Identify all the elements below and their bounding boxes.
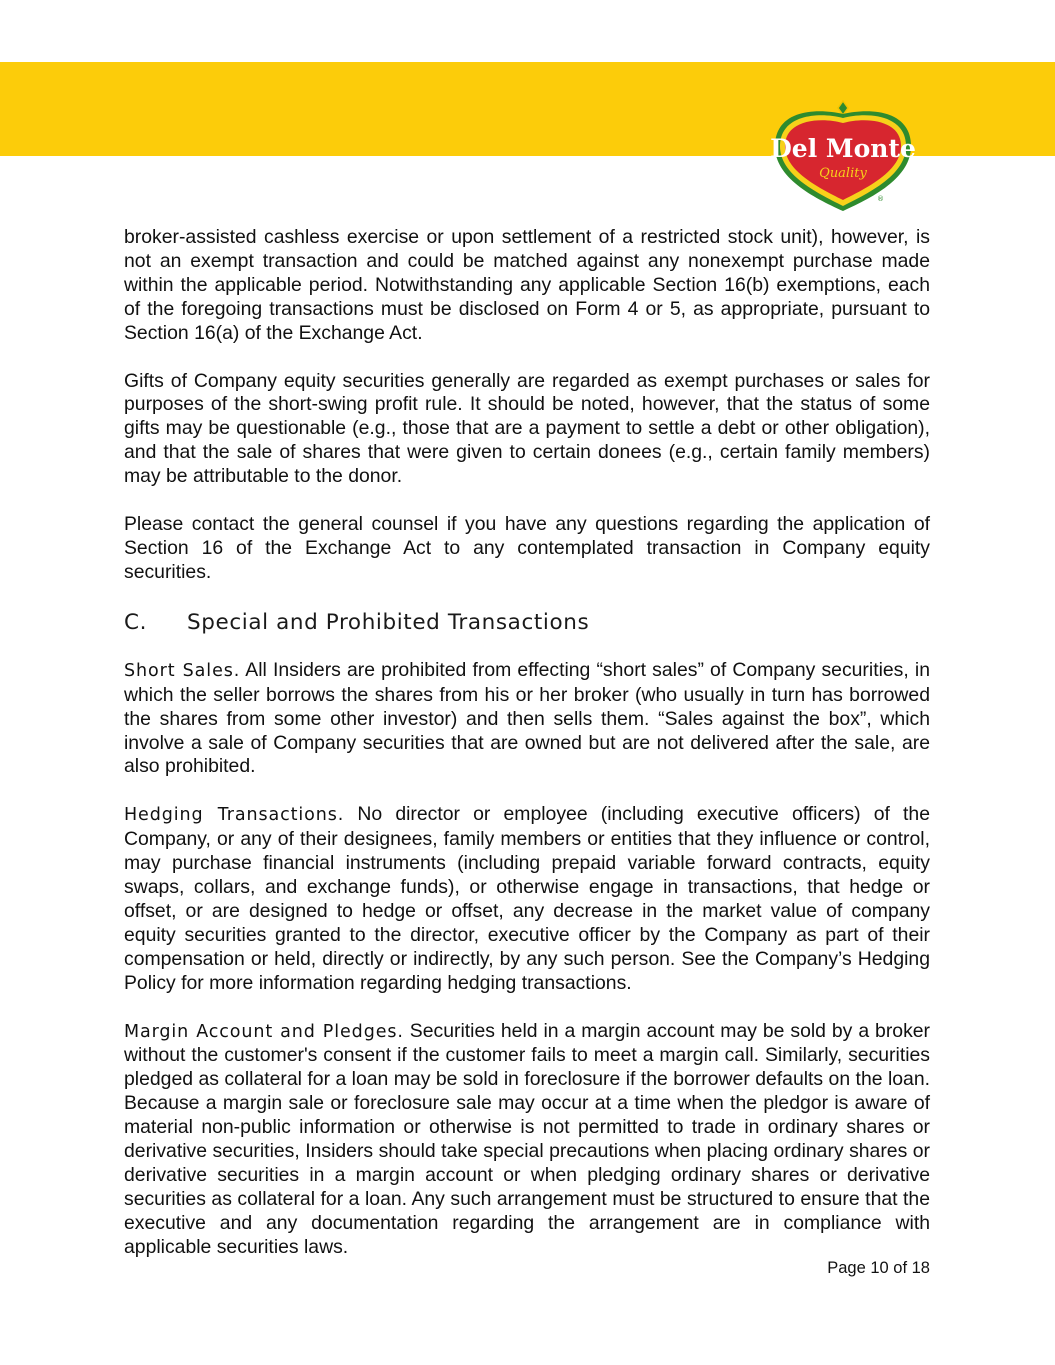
section-number: C. [124, 609, 148, 635]
paragraph-margin-account [124, 1020, 930, 1260]
paragraph-short-sales [124, 659, 930, 780]
svg-text:Del Monte: Del Monte [770, 134, 916, 163]
hedging-text: No director or employee (including executive officers) of the Company, or any of their designees, family members or entities that they influence or control, may purchase financial instruments (including prepaid variable forward contracts, equity swaps, collars, and exchange funds), or otherwise engage in transactions, that hedge or offset, or are designed to hedge or offset, any decrease in the market value of company equity securities granted to the director, executive officer by the Company as part of their compensation or held, directly or indirectly, by any such person. See the Company’s Hedging Policy for more information regarding hedging transactions. [124, 803, 930, 994]
del-monte-logo [770, 99, 916, 213]
page-number: Page 10 of 18 [827, 1259, 930, 1277]
document-body [124, 226, 930, 1284]
section-heading [124, 609, 930, 637]
section-title: Special and Prohibited Transactions [187, 609, 590, 635]
short-sales-text: All Insiders are prohibited from effecting “short sales” of Company securities, in which the seller borrows the shares from his or her broker (who usually in turn has borrowed the shares from some other investor) and then sells them. “Sales against the box”, which involve a sale of Company securities that are owned but are not delivered after the sale, are also prohibited. [124, 658, 930, 778]
hedging-lead: Hedging Transactions. [124, 805, 345, 826]
paragraph-contact-counsel: Please contact the general counsel if you have any questions regarding the application of Section 16 of the Exchange Act to any contemplated transaction in Company equity securities. [124, 513, 930, 583]
margin-text: Securities held in a margin account may be sold by a broker without the customer's consent if the customer fails to meet a margin call. Similarly, securities pledged as collateral for a loan may be sold in foreclosure if the borrower defaults on the loan. Because a margin sale or foreclosure sale may occur at a time when the pledgor is aware of material non-public information or otherwise is not permitted to trade in ordinary shares or derivative securities, Insiders should take special precautions when placing ordinary shares or derivative securities in a margin account or when pledging ordinary shares or derivative securities as collateral for a loan. Any such arrangement must be structured to ensure that the executive and any documentation regarding the arrangement are in compliance with applicable securities laws. [124, 1019, 931, 1258]
svg-text:®: ® [877, 195, 884, 203]
short-sales-lead: Short Sales. [124, 660, 241, 681]
margin-lead: Margin Account and Pledges. [124, 1021, 404, 1042]
paragraph-gifts: Gifts of Company equity securities generally are regarded as exempt purchases or sales for purposes of the short-swing profit rule. It should be noted, however, that the status of some gifts may be questionable (e.g., those that are a payment to settle a debt or other obligation), and that the sale of shares that were given to certain donees (e.g., certain family members) may be attributable to the donor. [124, 369, 930, 488]
paragraph-continuation: broker-assisted cashless exercise or upon settlement of a restricted stock unit), however, is not an exempt transaction and could be matched against any nonexempt purchase made within the applicable period. Notwithstanding any applicable Section 16(b) exemptions, each of the foregoing transactions must be disclosed on Form 4 or 5, as appropriate, pursuant to Section 16(a) of the Exchange Act. [124, 226, 930, 344]
paragraph-hedging-transactions [124, 803, 930, 995]
svg-text:Quality: Quality [819, 166, 867, 181]
